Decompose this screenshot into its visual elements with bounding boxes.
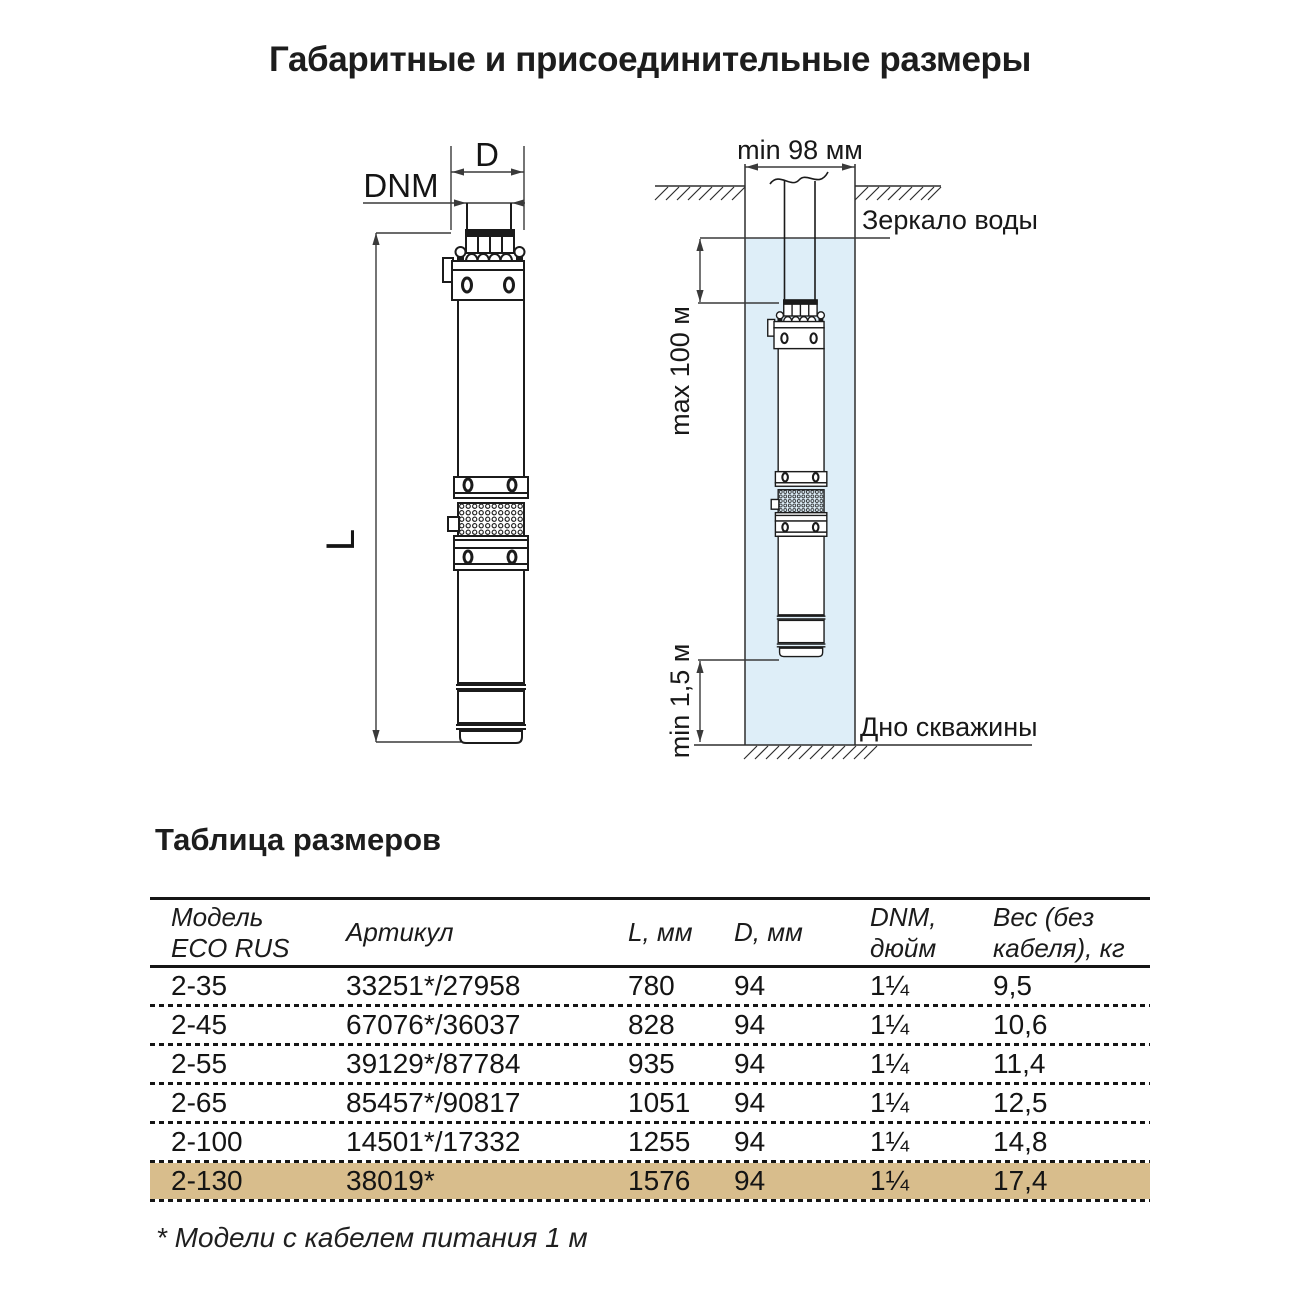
dim-label-dnm: DNM	[363, 167, 439, 204]
table-heading: Таблица размеров	[155, 822, 442, 857]
col-header-weight: Вес (без кабеля), кг	[993, 902, 1125, 963]
dimension-drawing	[319, 136, 528, 743]
table-row-2-55: 2-55 39129*/87784 935 94 1¼ 11,4	[171, 1048, 1046, 1079]
row-separator	[150, 1199, 1150, 1202]
water-level-label: Зеркало воды	[862, 205, 1038, 235]
table-header-row	[150, 897, 1150, 968]
col-header-dnm: DNM, дюйм	[870, 902, 937, 963]
well-bottom-label: Дно скважины	[860, 712, 1038, 742]
min-width-label: min 98 мм	[737, 135, 863, 165]
col-header-model-line1: Модель	[171, 902, 264, 933]
footnote: * Модели с кабелем питания 1 м	[156, 1222, 588, 1253]
min-clearance-label: min 1,5 м	[665, 643, 695, 759]
col-header-model-line2: ECO RUS	[171, 932, 290, 963]
table-row-2-35: 2-35 33251*/27958 780 94 1¼ 9,5	[171, 970, 1032, 1001]
table-row-2-100: 2-100 14501*/17332 1255 94 1¼ 14,8	[171, 1126, 1048, 1157]
dim-label-l: L	[319, 528, 363, 552]
col-header-diameter: D, мм	[734, 917, 803, 948]
size-table	[150, 897, 1150, 1202]
col-header-length: L, мм	[628, 917, 693, 948]
table-row-2-65: 2-65 85457*/90817 1051 94 1¼ 12,5	[171, 1087, 1048, 1118]
pump-dimension-diagrams	[300, 125, 1080, 795]
pipe-break-symbol	[770, 172, 828, 184]
col-header-article: Артикул	[346, 917, 454, 948]
max-depth-label: max 100 м	[665, 306, 695, 436]
pump-outline	[443, 230, 528, 743]
page-title: Габаритные и присоединительные размеры	[269, 40, 1031, 79]
table-row-2-130-highlighted: 2-130 38019* 1576 94 1¼ 17,4	[150, 1163, 1150, 1199]
installation-drawing	[655, 135, 1038, 759]
outlet-pipe-stubs	[467, 203, 511, 231]
table-row-2-45: 2-45 67076*/36037 828 94 1¼ 10,6	[171, 1009, 1048, 1040]
dim-label-d: D	[475, 136, 499, 173]
col-header-model	[150, 900, 346, 965]
